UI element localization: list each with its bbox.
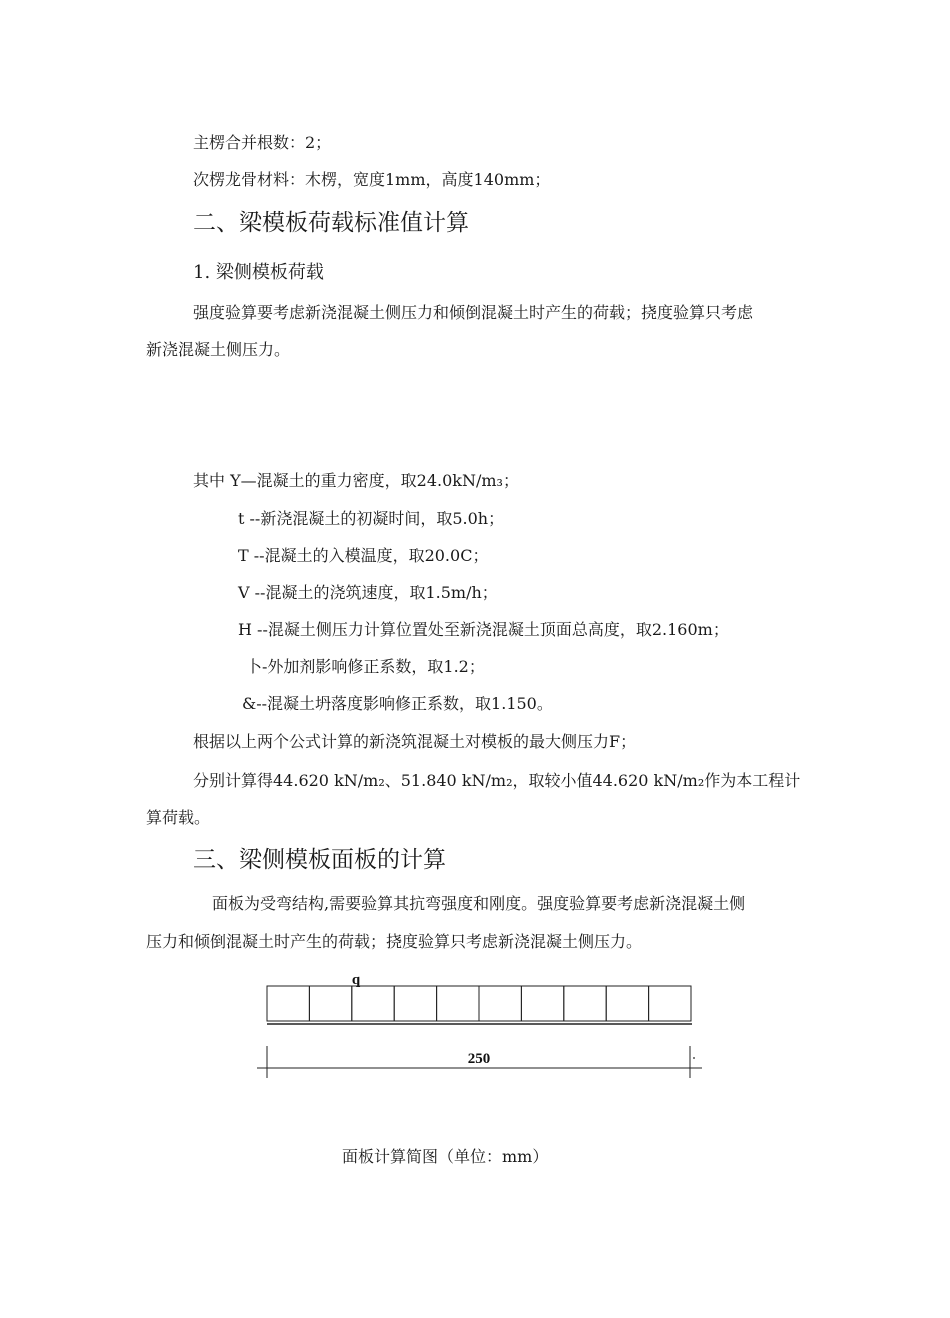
dimension-dot — [693, 1057, 695, 1059]
intro-line-1: 强度验算要考虑新浇混凝土侧压力和倾倒混凝土时产生的荷载；挠度验算只考虑 — [193, 303, 754, 322]
load-label: q — [351, 972, 361, 988]
section2-heading: 二、梁模板荷载标准值计算 — [193, 210, 469, 236]
panel-line-1: 面板为受弯结构,需要验算其抗弯强度和刚度。强度验算要考虑新浇混凝土侧 — [212, 894, 746, 913]
subsection1-heading: 1. 梁侧模板荷载 — [193, 262, 324, 283]
load-cell — [352, 986, 394, 1021]
load-cell — [649, 986, 691, 1021]
param-gamma: 其中 Y—混凝土的重力密度，取24.0kN/m₃； — [193, 471, 519, 490]
span-label: 250 — [467, 1051, 491, 1067]
param-V: V --混凝土的浇筑速度，取1.5m/h； — [238, 583, 498, 602]
result-line-1: 根据以上两个公式计算的新浇筑混凝土对模板的最大侧压力F； — [193, 732, 637, 751]
param-beta2: &--混凝土坍落度影响修正系数，取1.150。 — [242, 694, 553, 713]
load-cells — [267, 986, 691, 1021]
diagram-svg — [250, 966, 720, 1096]
param-t: t --新浇混凝土的初凝时间，取5.0h； — [238, 509, 505, 528]
result-line-3: 算荷载。 — [146, 808, 211, 827]
intro-line-2: 新浇混凝土侧压力。 — [146, 340, 291, 359]
param-H: H --混凝土侧压力计算位置处至新浇混凝土顶面总高度，取2.160m； — [238, 620, 729, 639]
load-cell — [564, 986, 606, 1021]
load-cell — [479, 986, 521, 1021]
load-cell — [521, 986, 563, 1021]
result-line-2: 分别计算得44.620 kN/m₂、51.840 kN/m₂，取较小值44.620 kN/m₂作为本工程计 — [193, 771, 801, 790]
section3-heading: 三、梁侧模板面板的计算 — [193, 847, 446, 873]
load-cell — [267, 986, 309, 1021]
load-cell — [437, 986, 479, 1021]
param-T: T --混凝土的入模温度，取20.0C； — [238, 546, 489, 565]
param-beta1: 卜-外加剂影响修正系数，取1.2； — [246, 657, 485, 676]
load-cell — [394, 986, 436, 1021]
load-cell — [606, 986, 648, 1021]
main-beam-count: 主楞合并根数：2； — [193, 133, 332, 152]
diagram-caption: 面板计算简图（单位：mm） — [342, 1147, 549, 1166]
load-cell — [309, 986, 351, 1021]
panel-line-2: 压力和倾倒混凝土时产生的荷载；挠度验算只考虑新浇混凝土侧压力。 — [146, 932, 643, 951]
panel-calculation-diagram — [250, 966, 720, 1096]
secondary-beam-material: 次楞龙骨材料：木楞，宽度1mm，高度140mm； — [193, 170, 551, 189]
